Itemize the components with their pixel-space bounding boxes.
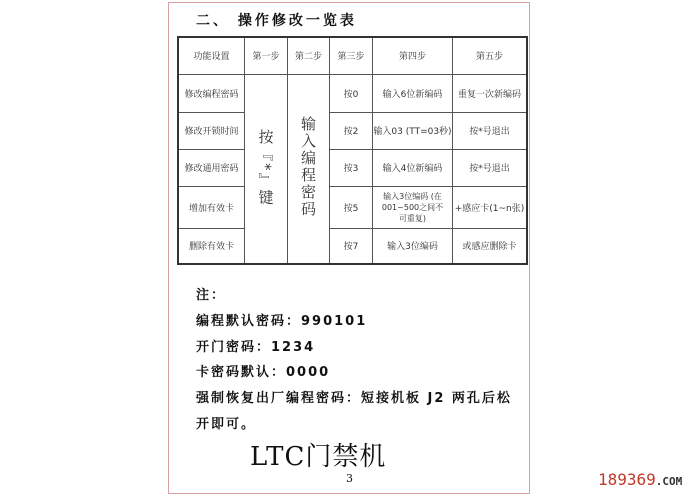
table-row	[178, 74, 527, 112]
step4-cell: 输入3位编码 (在001~500之间不可重复)	[373, 186, 453, 228]
table-row	[178, 228, 527, 264]
func-cell: 修改通用密码	[178, 149, 245, 186]
step4-cell: 输入6位新编码	[373, 74, 453, 112]
page-number: 3	[346, 472, 353, 485]
func-cell: 修改开锁时间	[178, 112, 245, 149]
func-cell: 增加有效卡	[178, 186, 245, 228]
step3-cell: 按2	[330, 112, 373, 149]
watermark-main: 189369	[598, 470, 656, 489]
brand-title: LTC门禁机	[250, 442, 387, 472]
step4-cell: 输入3位编码	[373, 228, 453, 264]
note-line: 强制恢复出厂编程密码：短接机板 J2 两孔后松开即可。	[196, 391, 512, 432]
step5-cell: 按*号退出	[453, 112, 528, 149]
step1-text: 按『*』键	[256, 128, 275, 206]
watermark	[598, 470, 682, 489]
note-line: 编程默认密码：990101	[196, 313, 368, 329]
note-line: 开门密码：1234	[196, 339, 316, 355]
table-header-row	[178, 37, 527, 74]
section-heading: 二、 操作修改一览表	[196, 13, 357, 29]
table-row	[178, 149, 527, 186]
note-line: 卡密码默认：0000	[196, 365, 331, 381]
step3-cell: 按7	[330, 228, 373, 264]
header-cell: 第一步	[245, 37, 288, 74]
step5-cell: +感应卡(1~n张)	[453, 186, 528, 228]
func-cell: 修改编程密码	[178, 74, 245, 112]
table-row	[178, 112, 527, 149]
step5-cell: 按*号退出	[453, 149, 528, 186]
step1-merged-cell	[245, 74, 288, 264]
operation-table	[177, 36, 528, 265]
step3-cell: 按0	[330, 74, 373, 112]
watermark-suffix: .COM	[655, 475, 683, 488]
notes-label: 注：	[196, 288, 227, 303]
step5-cell: 或感应删除卡	[453, 228, 528, 264]
header-cell: 第二步	[288, 37, 330, 74]
step5-cell: 重复一次新编码	[453, 74, 528, 112]
func-cell: 删除有效卡	[178, 228, 245, 264]
step2-text: 输入编程密码	[299, 116, 317, 219]
step2-merged-cell	[288, 74, 330, 264]
header-cell: 功能设置	[178, 37, 245, 74]
header-cell: 第三步	[330, 37, 373, 74]
step3-cell: 按5	[330, 186, 373, 228]
table-row	[178, 186, 527, 228]
header-cell: 第四步	[373, 37, 453, 74]
step4-cell: 输入03 (TT=03秒)	[373, 112, 453, 149]
header-cell: 第五步	[453, 37, 528, 74]
notes-block	[196, 283, 516, 438]
step4-cell: 输入4位新编码	[373, 149, 453, 186]
step3-cell: 按3	[330, 149, 373, 186]
